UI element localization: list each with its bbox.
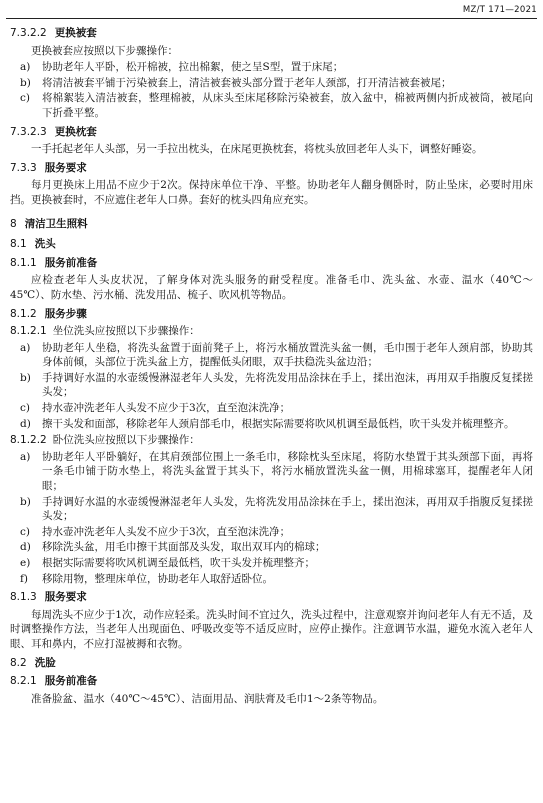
list-item [10, 371, 533, 400]
paragraph: 更换被套应按照以下步骤操作： [31, 44, 178, 57]
list-item [10, 572, 533, 587]
heading-7-3-2-3 [10, 125, 533, 140]
list-text: 协助老年人平卧躺好，在其肩颈部位围上一条毛巾，移除枕头至床尾，将防水垫置于其头颈部下面，再将一条毛巾铺于防水垫上，将洗头盆置于其头下，将污水桶放置洗头盆一侧，用棉球塞耳，提醒老年人闭眼； [42, 450, 533, 493]
section-title: 服务前准备 [44, 675, 98, 688]
list-text: 擦干头发和面部，移除老年人颈肩部毛巾，根据实际需要将吹风机调至最低档，吹干头发并梳理整齐。 [42, 417, 515, 430]
section-title: 服务步骤 [44, 307, 87, 320]
list-item [10, 450, 533, 494]
list-marker: b) [20, 495, 31, 508]
section-number: 8.1 [10, 238, 27, 251]
section-number: 7.3.2.3 [10, 125, 47, 138]
list-item [10, 341, 533, 370]
list-text: 持水壶冲洗老年人头发不应少于3次，直至泡沫洗净； [42, 402, 291, 415]
list-item [10, 76, 533, 91]
section-title: 服务要求 [44, 591, 87, 604]
list-marker: b) [20, 371, 31, 384]
section-number: 8.1.2 [10, 307, 37, 320]
page-body [10, 22, 533, 708]
clause-8-1-2-1 [10, 324, 533, 339]
list-text: 持水壶冲洗老年人头发不应少于3次，直至泡沫洗净； [42, 525, 291, 538]
list-marker: a) [20, 341, 31, 354]
header-rule [6, 18, 537, 19]
list-text: 将清洁被套平铺于污染被套上，清洁被套被头部分置于老年人颈部，打开清洁被套被尾； [42, 76, 452, 89]
list-text: 将棉絮装入清洁被套，整理棉被，从床头至床尾移除污染被套，放入盆中，棉被两侧内折成被筒，被尾向下折叠平整。 [42, 92, 533, 119]
list-marker: c) [20, 92, 30, 105]
section-number: 8.2 [10, 656, 27, 669]
list-marker: a) [20, 450, 31, 463]
clause-intro: 坐位洗头应按照以下步骤操作： [52, 325, 200, 338]
list-text: 协助老年人平卧，松开棉被，拉出棉絮，使之呈S型，置于床尾； [42, 61, 344, 74]
list-text: 手持调好水温的水壶缓慢淋湿老年人头发，先将洗发用品涂抹在手上，揉出泡沫，再用双手指腹反复揉搓头发； [42, 371, 533, 399]
section-number: 8.1.1 [10, 256, 37, 269]
section-title: 服务要求 [44, 161, 87, 174]
list-text: 协助老年人坐稳，将洗头盆置于面前凳子上，将污水桶放置洗头盆一侧，毛巾围于老年人颈肩部，协助其身体前倾，头部位于洗头盆上方，提醒低头闭眼，双手扶稳洗头盆边沿； [42, 341, 533, 369]
heading-8-2 [10, 656, 533, 671]
list-marker: c) [20, 525, 30, 538]
paragraph: 每周洗头不应少于1次，动作应轻柔。洗头时间不宜过久，洗头过程中，注意观察并询问老年人有无不适，及时调整操作方法，当老年人出现面色、呼吸改变等不适反应时，应停止操作。注意调节水温，避免水流入老年人眼、耳和鼻内，不应打湿被褥和衣物。 [10, 608, 533, 650]
step-list-seated-hair-wash [10, 341, 533, 432]
list-text: 根据实际需要将吹风机调至最低档，吹干头发并梳理整齐； [42, 557, 315, 569]
list-marker: a) [20, 61, 31, 74]
list-item [10, 540, 533, 555]
paragraph: 每月更换床上用品不应少于2次。保持床单位干净、平整。协助老年人翻身侧卧时，防止坠床，必要时用床挡。更换被套时，不应遮住老年人口鼻。套好的枕头四角应充实。 [10, 179, 533, 206]
list-item [10, 556, 533, 571]
section-title: 洗头 [34, 238, 56, 251]
clause-8-1-2-2 [10, 433, 533, 448]
list-item [10, 91, 533, 120]
heading-8-1-1 [10, 256, 533, 271]
list-item [10, 525, 533, 540]
list-marker: d) [20, 541, 31, 554]
heading-8-1 [10, 237, 533, 252]
section-title: 服务前准备 [44, 256, 98, 269]
paragraph: 准备脸盆、温水（40℃～45℃）、洁面用品、润肤膏及毛巾1～2条等物品。 [31, 692, 384, 705]
clause-intro: 卧位洗头应按照以下步骤操作： [52, 434, 200, 447]
section-number: 8 [10, 217, 17, 230]
list-marker: f) [20, 572, 28, 585]
heading-8-1-3 [10, 590, 533, 605]
section-title: 清洁卫生照料 [24, 217, 88, 230]
section-title: 更换枕套 [54, 125, 97, 138]
heading-7-3-2-2 [10, 26, 533, 41]
paragraph: 应检查老年人头皮状况，了解身体对洗头服务的耐受程度。准备毛巾、洗头盆、水壶、温水（40℃～45℃）、防水垫、污水桶、洗发用品、梳子、吹风机等物品。 [10, 274, 533, 301]
standard-number: MZ/T 171—2021 [462, 5, 537, 15]
list-item [10, 417, 533, 432]
heading-8-1-2 [10, 307, 533, 322]
section-title: 洗脸 [34, 656, 56, 669]
paragraph: 一手托起老年人头部，另一手拉出枕头，在床尾更换枕套，将枕头放回老年人头下，调整好睡姿。 [31, 143, 483, 156]
section-number: 8.1.3 [10, 591, 37, 604]
heading-8 [10, 217, 533, 232]
section-number: 8.2.1 [10, 675, 37, 688]
list-marker: e) [20, 557, 31, 569]
list-item [10, 495, 533, 524]
step-list-lying-hair-wash [10, 450, 533, 586]
list-marker: d) [20, 417, 31, 430]
list-item [10, 60, 533, 75]
heading-7-3-3 [10, 161, 533, 176]
section-number: 8.1.2.1 [10, 325, 47, 338]
section-number: 7.3.3 [10, 161, 37, 174]
section-title: 更换被套 [54, 27, 97, 39]
section-number: 7.3.2.2 [10, 27, 47, 39]
step-list-change-quilt-cover [10, 60, 533, 120]
list-marker: b) [20, 76, 31, 89]
list-item [10, 401, 533, 416]
list-text: 移除用物，整理床单位，协助老年人取舒适卧位。 [42, 572, 273, 585]
section-number: 8.1.2.2 [10, 434, 47, 447]
heading-8-2-1 [10, 674, 533, 689]
list-text: 手持调好水温的水壶缓慢淋湿老年人头发，先将洗发用品涂抹在手上，揉出泡沫，再用双手指腹反复揉搓头发； [42, 495, 533, 523]
list-marker: c) [20, 402, 30, 415]
list-text: 移除洗头盆，用毛巾擦干其面部及头发，取出双耳内的棉球； [42, 541, 326, 554]
